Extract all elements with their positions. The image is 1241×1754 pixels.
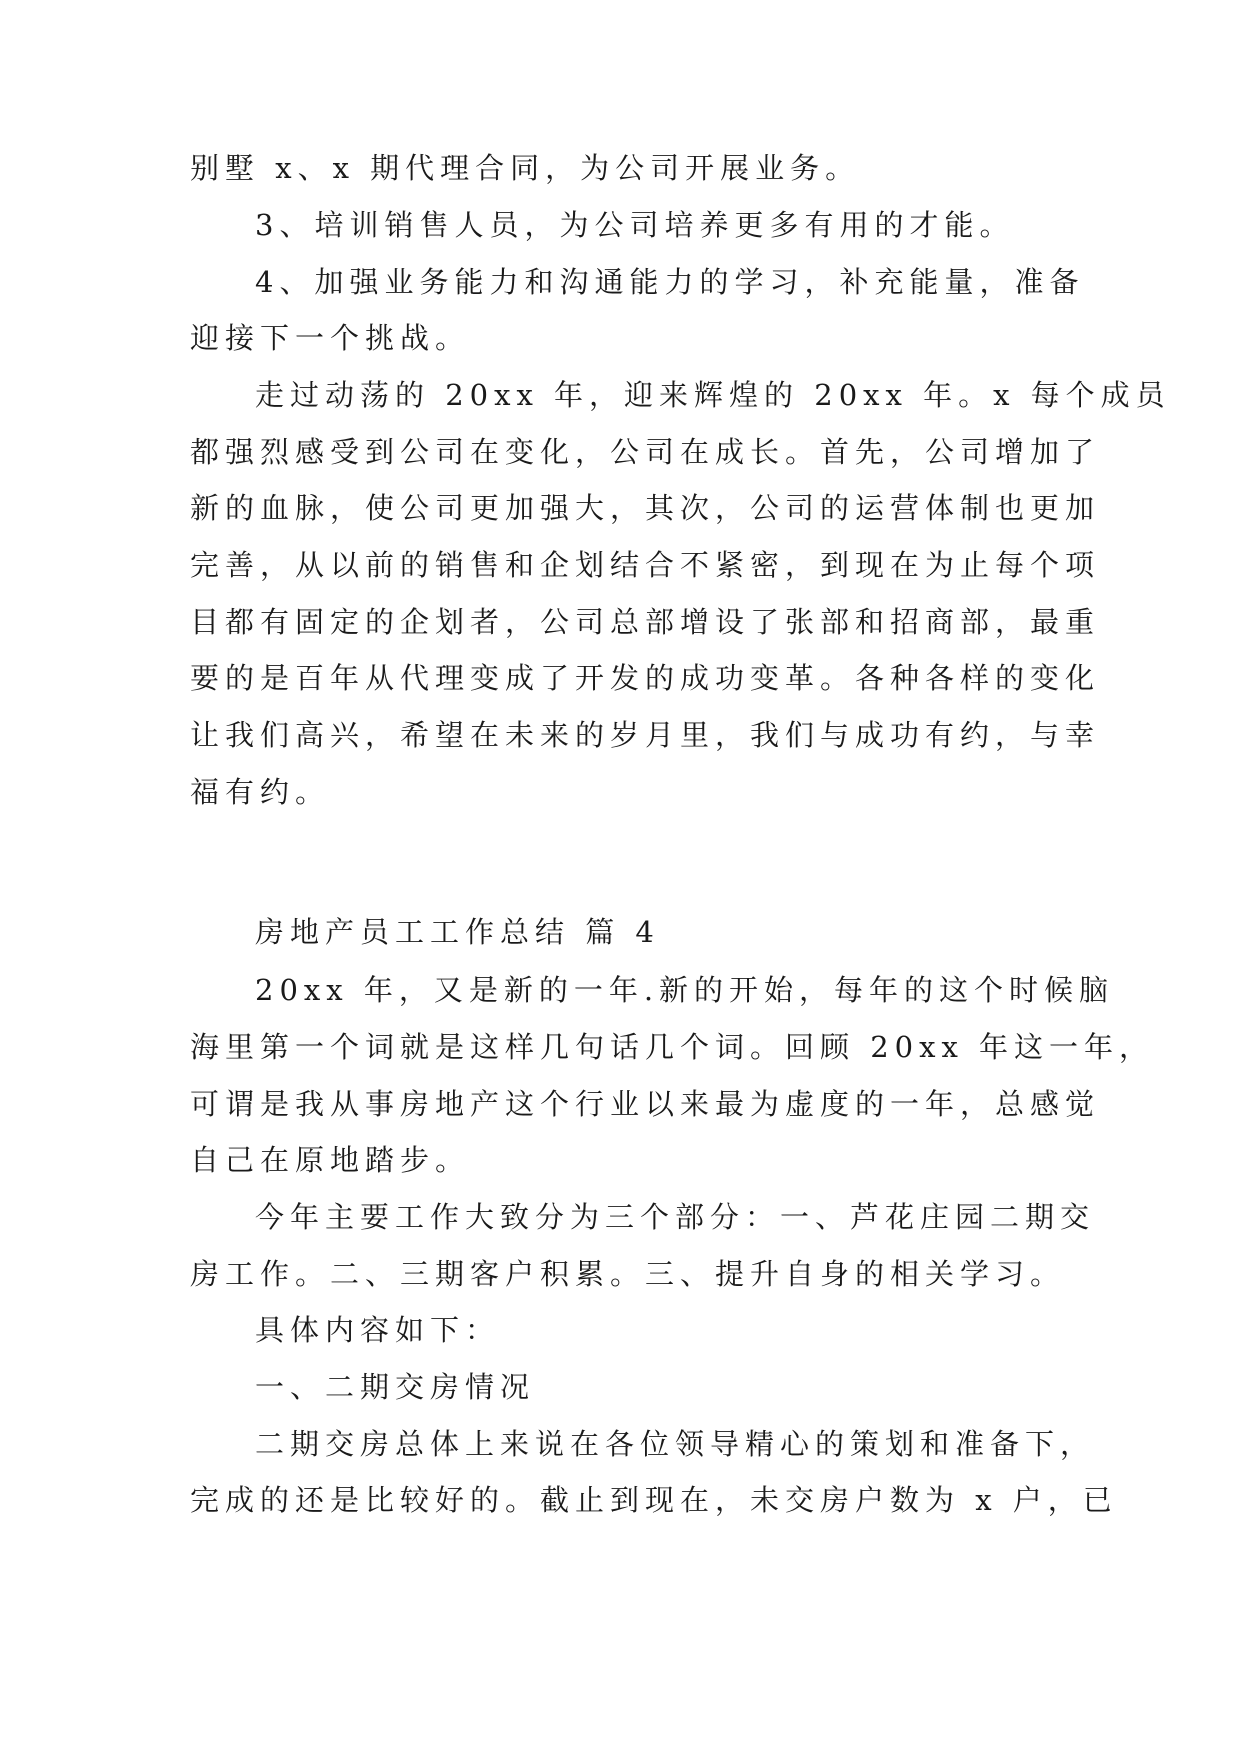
text-line: 完成的还是比较好的。截止到现在，未交房户数为 x 户，已: [190, 1483, 1118, 1517]
text-line: 具体内容如下：: [255, 1313, 501, 1347]
text-line: 福有约。: [190, 775, 331, 809]
text-line: 别墅 x、x 期代理合同，为公司开展业务。: [190, 151, 861, 185]
text-line: 海里第一个词就是这样几句话几个词。回顾 20xx 年这一年，: [190, 1030, 1155, 1064]
text-line: 今年主要工作大致分为三个部分：一、芦花庄园二期交: [255, 1200, 1096, 1234]
text-line: 都强烈感受到公司在变化，公司在成长。首先，公司增加了: [190, 435, 1101, 469]
text-line: 可谓是我从事房地产这个行业以来最为虚度的一年，总感觉: [190, 1087, 1101, 1121]
text-line: 20xx 年，又是新的一年.新的开始，每年的这个时候脑: [255, 973, 1115, 1007]
section-heading: 房地产员工工作总结 篇 4: [255, 915, 660, 949]
text-line: 让我们高兴，希望在未来的岁月里，我们与成功有约，与幸: [190, 718, 1101, 752]
text-line: 房工作。二、三期客户积累。三、提升自身的相关学习。: [190, 1257, 1066, 1291]
text-line: 目都有固定的企划者，公司总部增设了张部和招商部，最重: [190, 605, 1101, 639]
text-line: 迎接下一个挑战。: [190, 321, 471, 355]
text-line: 一、二期交房情况: [255, 1370, 536, 1404]
text-line: 4、加强业务能力和沟通能力的学习，补充能量，准备: [255, 265, 1085, 299]
text-line: 要的是百年从代理变成了开发的成功变革。各种各样的变化: [190, 661, 1101, 695]
text-line: 3、培训销售人员，为公司培养更多有用的才能。: [255, 208, 1015, 242]
text-line: 完善，从以前的销售和企划结合不紧密，到现在为止每个项: [190, 548, 1101, 582]
text-line: 新的血脉，使公司更加强大，其次，公司的运营体制也更加: [190, 491, 1101, 525]
text-line: 走过动荡的 20xx 年，迎来辉煌的 20xx 年。x 每个成员: [255, 378, 1171, 412]
text-line: 二期交房总体上来说在各位领导精心的策划和准备下，: [255, 1427, 1096, 1461]
text-line: 自己在原地踏步。: [190, 1143, 471, 1177]
